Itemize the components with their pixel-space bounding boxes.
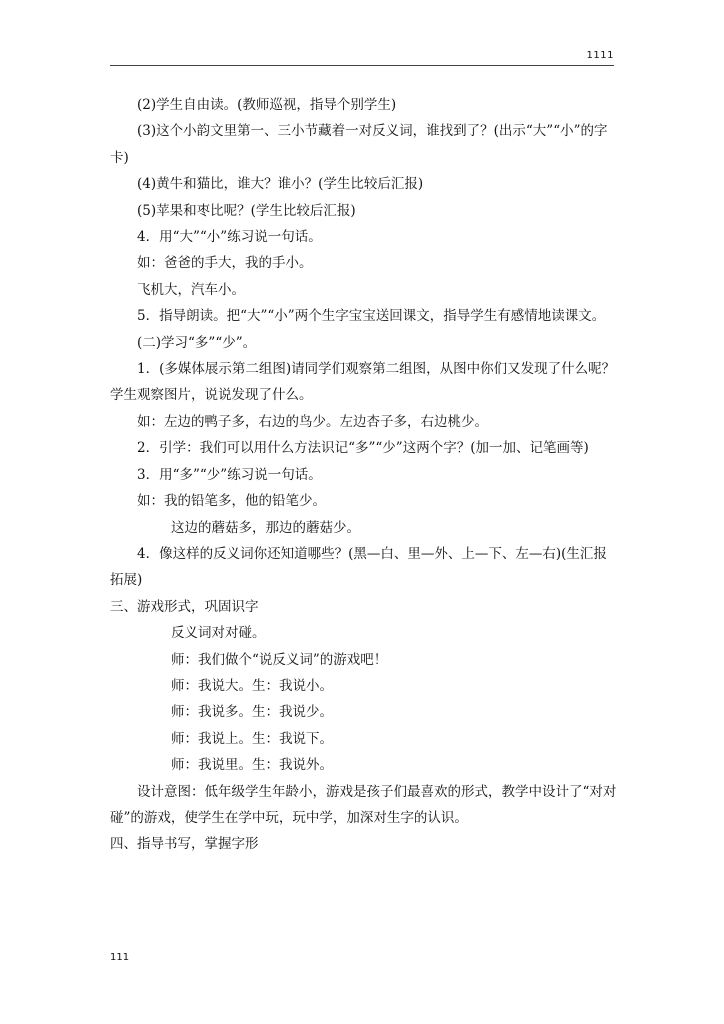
section-heading: 四、指导书写，掌握字形 <box>110 836 259 853</box>
document-body <box>110 92 617 858</box>
paragraph: 如：爸爸的手大，我的手小。 <box>137 255 313 272</box>
paragraph: 师：我说里。生：我说外。 <box>171 757 333 774</box>
paragraph: 如：左边的鸭子多，右边的鸟少。左边杏子多，右边桃少。 <box>137 413 488 430</box>
paragraph: 师：我们做个“说反义词”的游戏吧！ <box>171 651 388 668</box>
paragraph: (二)学习“多”“少”。 <box>137 334 257 351</box>
paragraph: 5．指导朗读。把“大”“小”两个生字宝宝送回课文，指导学生有感情地读课文。 <box>137 308 606 325</box>
paragraph: 这边的蘑菇多，那边的蘑菇少。 <box>171 519 360 536</box>
paragraph: (4)黄牛和猫比，谁大？谁小？(学生比较后汇报) <box>137 176 424 193</box>
paragraph: 如：我的铅笔多，他的铅笔少。 <box>137 493 326 510</box>
paragraph: 3．用“多”“少”练习说一句话。 <box>137 466 322 483</box>
paragraph: 飞机大，汽车小。 <box>137 281 245 298</box>
header-page-number: 1111 <box>586 50 614 61</box>
header-rule <box>110 65 614 66</box>
paragraph: (5)苹果和枣比呢？(学生比较后汇报) <box>137 202 356 219</box>
footer-page-number: 111 <box>110 952 130 963</box>
paragraph: (2)学生自由读。(教师巡视，指导个别学生) <box>137 97 397 113</box>
paragraph: 2．引学：我们可以用什么方法识记“多”“少”这两个字？(加一加、记笔画等) <box>137 440 589 457</box>
paragraph: 师：我说上。生：我说下。 <box>171 730 333 747</box>
section-heading: 三、游戏形式，巩固识字 <box>110 598 259 615</box>
paragraph: 设计意图：低年级学生年龄小，游戏是孩子们最喜欢的形式，教学中设计了“对对碰”的游戏，使学生在学中玩，玩中学，加深对生字的认识。 <box>110 783 617 826</box>
paragraph: 师：我说大。生：我说小。 <box>171 677 333 694</box>
paragraph: 师：我说多。生：我说少。 <box>171 704 333 721</box>
paragraph: 4．用“大”“小”练习说一句话。 <box>137 229 322 246</box>
paragraph: (3)这个小韵文里第一、三小节藏着一对反义词，谁找到了？(出示“大”“小”的字卡) <box>110 123 608 166</box>
paragraph: 4．像这样的反义词你还知道哪些？(黑—白、里—外、上—下、左—右)(生汇报拓展) <box>110 545 607 589</box>
paragraph: 1．(多媒体展示第二组图)请同学们观察第二组图，从图中你们又发现了什么呢？学生观察图片，说说发现了什么。 <box>110 361 616 404</box>
paragraph: 反义词对对碰。 <box>171 625 266 642</box>
